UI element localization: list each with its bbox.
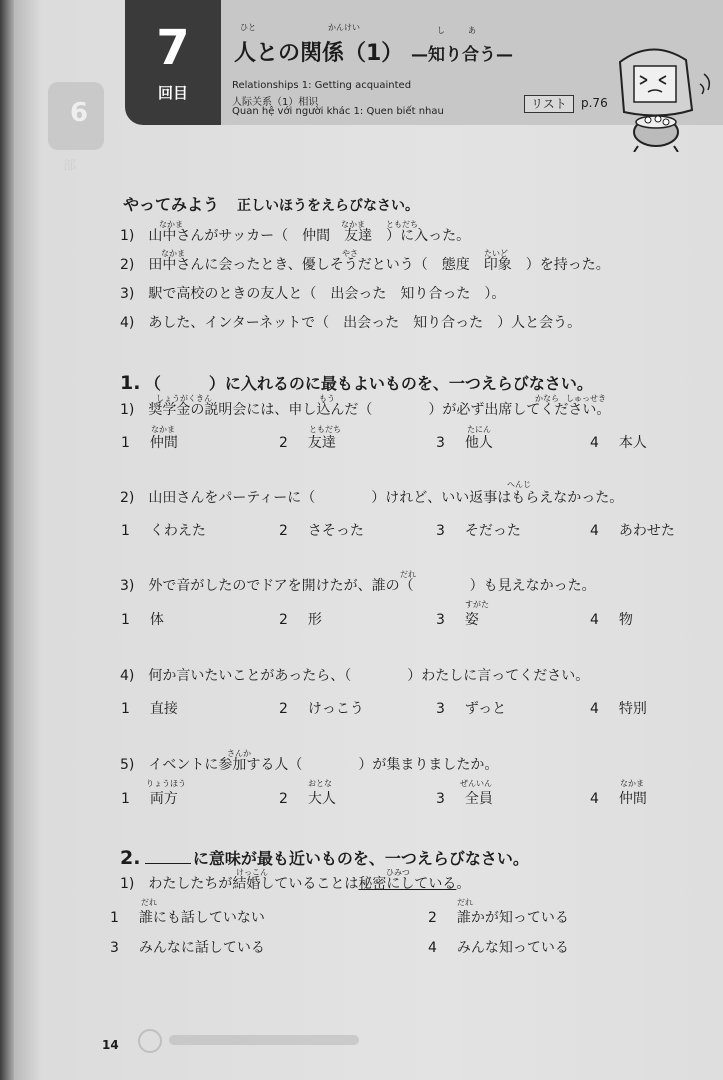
section1-heading	[120, 374, 593, 393]
furigana: なかま	[161, 249, 185, 258]
answer-option[interactable]: 1 くわえた	[121, 523, 206, 539]
answer-option[interactable]: 4 仲間	[590, 791, 647, 807]
furigana: だれ	[141, 898, 157, 907]
furigana: あ	[468, 26, 476, 35]
answer-option[interactable]: 3 ずっと	[436, 701, 507, 717]
warmup-heading	[123, 197, 419, 213]
furigana: おとな	[308, 779, 332, 788]
lesson-label: 回目	[157, 84, 188, 102]
furigana: たにん	[467, 425, 491, 434]
answer-option[interactable]: 3 そだった	[436, 523, 521, 539]
section1-number: 1.	[120, 372, 141, 394]
side-chapter-label: 部	[60, 158, 75, 171]
answer-option[interactable]: 2 さそった	[279, 523, 364, 539]
answer-option[interactable]: 4 特別	[590, 701, 647, 717]
warmup-tag: やってみよう	[123, 195, 220, 214]
warmup-item: 4) あした、インターネットで（ 出会った 知り合った ）人と会う。	[120, 315, 582, 331]
furigana: ともだち	[309, 425, 341, 434]
list-reference-page: p.76	[581, 96, 608, 110]
furigana: りょうほう	[146, 779, 186, 788]
section2-question	[120, 877, 470, 891]
furigana: ひと	[240, 23, 256, 32]
answer-blank	[145, 863, 191, 864]
warmup-item: 2) 田中さんに会ったとき、優しそうだという（ 態度 印象 ）を持った。	[120, 257, 610, 273]
question-text: 3) 外で音がしたのでドアを開けたが、誰の（ ）も見えなかった。	[120, 578, 596, 594]
page-title-main: 人との関係（1）	[234, 41, 404, 66]
furigana: し	[437, 26, 445, 35]
furigana: しゅっせき	[566, 394, 606, 403]
footer-logo	[135, 1025, 365, 1055]
answer-option[interactable]: 1 直接	[121, 701, 178, 717]
furigana: ぜんいん	[460, 779, 492, 788]
answer-option[interactable]: 1 体	[121, 612, 164, 628]
answer-option[interactable]: 2 友達	[279, 435, 336, 451]
furigana: しょうがくきん	[156, 394, 212, 403]
page-title-sub: —知り合う—	[410, 45, 513, 65]
page-title	[234, 36, 513, 67]
mascot-illustration	[600, 40, 716, 152]
answer-option[interactable]: 3 全員	[436, 791, 493, 807]
furigana: なかま	[151, 425, 175, 434]
translation-chinese: 人际关系（1）相识	[232, 97, 319, 108]
section2-number: 2.	[120, 847, 141, 869]
furigana: たいど	[484, 249, 508, 258]
answer-option[interactable]: 4 あわせた	[590, 523, 675, 539]
question-text: 5) イベントに参加する人（ ）が集まりましたか。	[120, 757, 499, 773]
furigana: だれ	[400, 570, 416, 579]
answer-option[interactable]: 2 誰かが知っている	[428, 910, 569, 926]
furigana: なかま	[159, 220, 183, 229]
list-reference-tag: リスト	[524, 95, 574, 113]
furigana: もう	[319, 394, 335, 403]
section2-question-prefix: 1) わたしたちが結婚していることは	[120, 876, 359, 892]
furigana: すがた	[465, 600, 489, 609]
furigana: やさ	[342, 249, 358, 258]
warmup-item: 1) 山中さんがサッカー（ 仲間 友達 ）に入った。	[120, 228, 471, 244]
furigana: へんじ	[507, 480, 531, 489]
answer-option[interactable]: 3 姿	[436, 612, 479, 628]
furigana: だれ	[457, 898, 473, 907]
answer-option[interactable]: 2 大人	[279, 791, 336, 807]
furigana: ひみつ	[386, 868, 410, 877]
furigana: さんか	[227, 749, 251, 758]
section2-underlined-phrase: 秘密にしている	[358, 876, 457, 892]
answer-option[interactable]: 4 本人	[590, 435, 647, 451]
furigana: なかま	[341, 220, 365, 229]
furigana: なかま	[620, 779, 644, 788]
furigana: かなら	[535, 394, 559, 403]
answer-option[interactable]: 1 仲間	[121, 435, 178, 451]
question-text: 2) 山田さんをパーティーに（ ）けれど、いい返事はもらえなかった。	[120, 490, 624, 506]
side-chapter-number: 6	[70, 98, 89, 128]
translation-vietnamese: Quan hệ với người khác 1: Quen biết nhau	[232, 106, 444, 117]
page-number: 14	[102, 1038, 119, 1052]
question-text: 1) 奨学金の説明会には、申し込んだ（ ）が必ず出席してください。	[120, 402, 611, 418]
answer-option[interactable]: 4 物	[590, 612, 633, 628]
answer-option[interactable]: 1 誰にも話していない	[110, 910, 265, 926]
answer-option[interactable]: 3 他人	[436, 435, 493, 451]
question-text: 4) 何か言いたいことがあったら、（ ）わたしに言ってください。	[120, 668, 590, 684]
answer-option[interactable]: 3 みんなに話している	[110, 940, 265, 956]
answer-option[interactable]: 2 形	[279, 612, 322, 628]
furigana: けっこん	[236, 868, 268, 877]
section2-instruction: に意味が最も近いものを、一つえらびなさい。	[192, 849, 529, 868]
furigana: ともだち	[386, 220, 418, 229]
section1-instruction: （ ）に入れるのに最もよいものを、一つえらびなさい。	[144, 374, 593, 393]
lesson-badge	[125, 0, 221, 125]
warmup-item: 3) 駅で高校のときの友人と（ 出会った 知り合った ）。	[120, 286, 506, 302]
section2-heading	[120, 849, 529, 868]
section2-question-suffix: 。	[456, 876, 471, 892]
answer-option[interactable]: 4 みんな知っている	[428, 940, 569, 956]
warmup-instruction: 正しいほうをえらびなさい。	[237, 198, 420, 214]
answer-option[interactable]: 2 けっこう	[279, 701, 364, 717]
furigana: かんけい	[328, 23, 360, 32]
translation-english: Relationships 1: Getting acquainted	[232, 80, 412, 91]
answer-option[interactable]: 1 両方	[121, 791, 178, 807]
lesson-number: 7	[156, 20, 190, 76]
